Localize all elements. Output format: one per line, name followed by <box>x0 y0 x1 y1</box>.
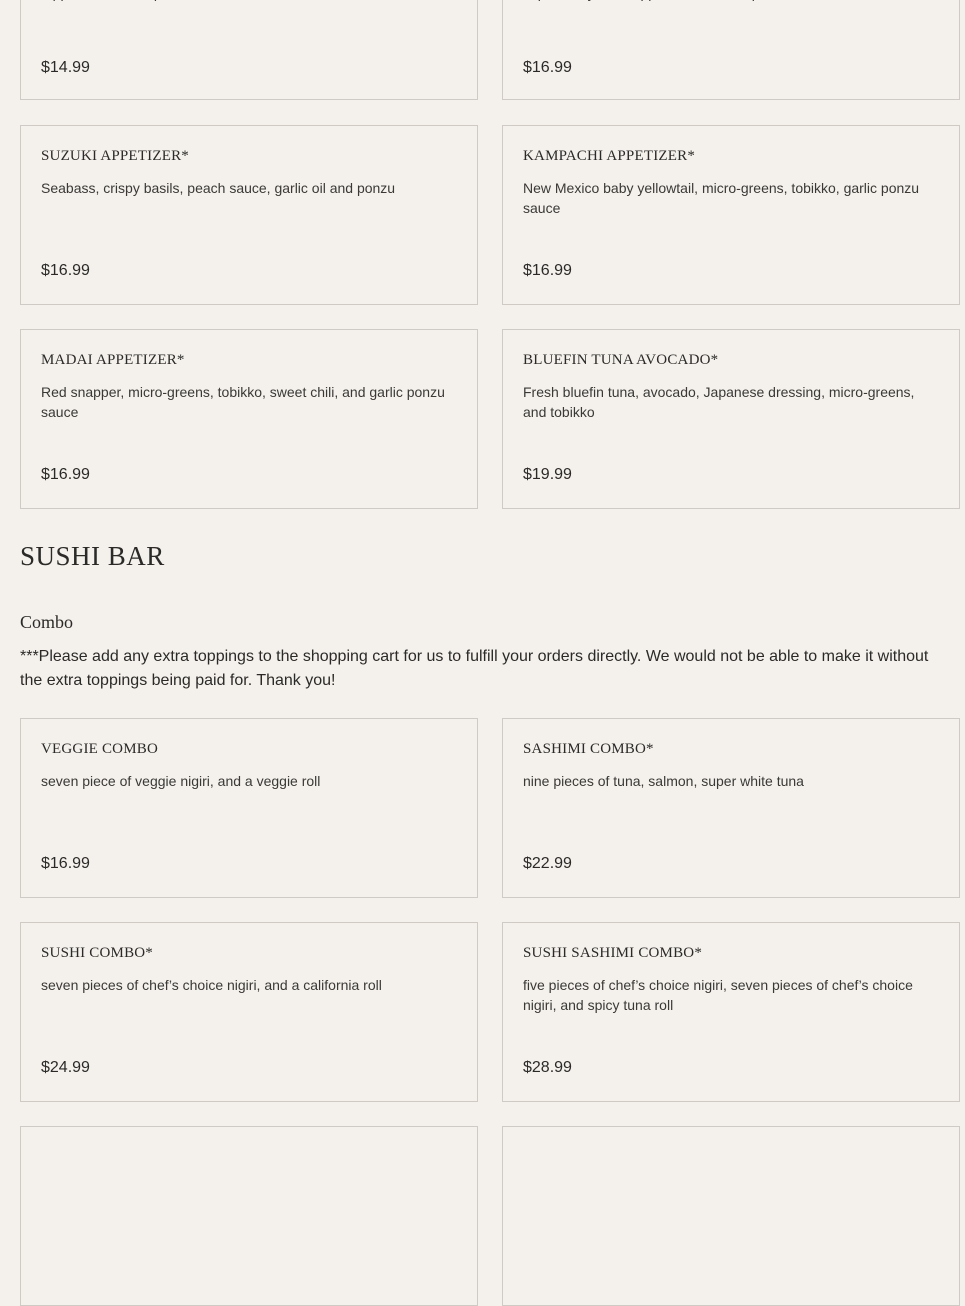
item-price: $16.99 <box>523 59 572 76</box>
item-name: SUSHI SASHIMI COMBO* <box>523 945 703 961</box>
section-title: SUSHI BAR <box>20 541 165 571</box>
item-description: five pieces of chef’s choice nigiri, seven pieces of chef’s choice nigiri, and spicy tuna roll <box>523 977 913 1013</box>
item-name: SUZUKI APPETIZER* <box>41 148 189 164</box>
item-price: $14.99 <box>41 59 90 76</box>
item-name: MADAI APPETIZER* <box>41 352 185 368</box>
item-price: $16.99 <box>41 466 90 483</box>
menu-item-card[interactable] <box>502 0 960 100</box>
item-price: $16.99 <box>41 855 90 872</box>
menu-item-card[interactable] <box>502 125 960 305</box>
item-description <box>523 0 939 3</box>
item-name: KAMPACHI APPETIZER* <box>523 148 696 164</box>
item-name: SASHIMI COMBO* <box>523 741 654 757</box>
item-description: Red snapper, micro-greens, tobikko, sweet chili, and garlic ponzu sauce <box>41 384 445 420</box>
menu-item-card[interactable] <box>20 329 478 509</box>
menu-item-card[interactable] <box>20 922 478 1102</box>
item-price: $28.99 <box>523 1059 572 1076</box>
menu-item-card[interactable] <box>20 125 478 305</box>
item-description <box>41 0 457 3</box>
item-description: seven pieces of chef’s choice nigiri, and a california roll <box>41 977 382 993</box>
menu-item-card[interactable] <box>502 329 960 509</box>
item-description: Fresh bluefin tuna, avocado, Japanese dressing, micro-greens, and tobikko <box>523 384 915 420</box>
category-notice: ***Please add any extra toppings to the shopping cart for us to fulfill your orders directly. We would not be able to make it without the extra toppings being paid for. Thank you! <box>20 648 929 689</box>
item-price: $22.99 <box>523 855 572 872</box>
item-name: VEGGIE COMBO <box>41 741 158 757</box>
item-description: Seabass, crispy basils, peach sauce, garlic oil and ponzu <box>41 180 396 196</box>
item-description: nine pieces of tuna, salmon, super white tuna <box>523 773 804 789</box>
menu-item-card[interactable] <box>502 718 960 898</box>
menu-item-card[interactable] <box>502 1126 960 1306</box>
menu-item-card[interactable] <box>20 1126 478 1306</box>
item-name: BLUEFIN TUNA AVOCADO* <box>523 352 719 368</box>
menu-item-card[interactable] <box>20 0 478 100</box>
item-price: $24.99 <box>41 1059 90 1076</box>
category-title: Combo <box>20 612 74 632</box>
menu-item-card[interactable] <box>502 922 960 1102</box>
item-description: New Mexico baby yellowtail, micro-greens, tobikko, garlic ponzu sauce <box>523 180 920 216</box>
item-description: seven piece of veggie nigiri, and a veggie roll <box>41 773 321 789</box>
item-name: SUSHI COMBO* <box>41 945 154 961</box>
item-price: $16.99 <box>523 262 572 279</box>
item-price: $16.99 <box>41 262 90 279</box>
menu-item-card[interactable] <box>20 718 478 898</box>
item-price: $19.99 <box>523 466 572 483</box>
